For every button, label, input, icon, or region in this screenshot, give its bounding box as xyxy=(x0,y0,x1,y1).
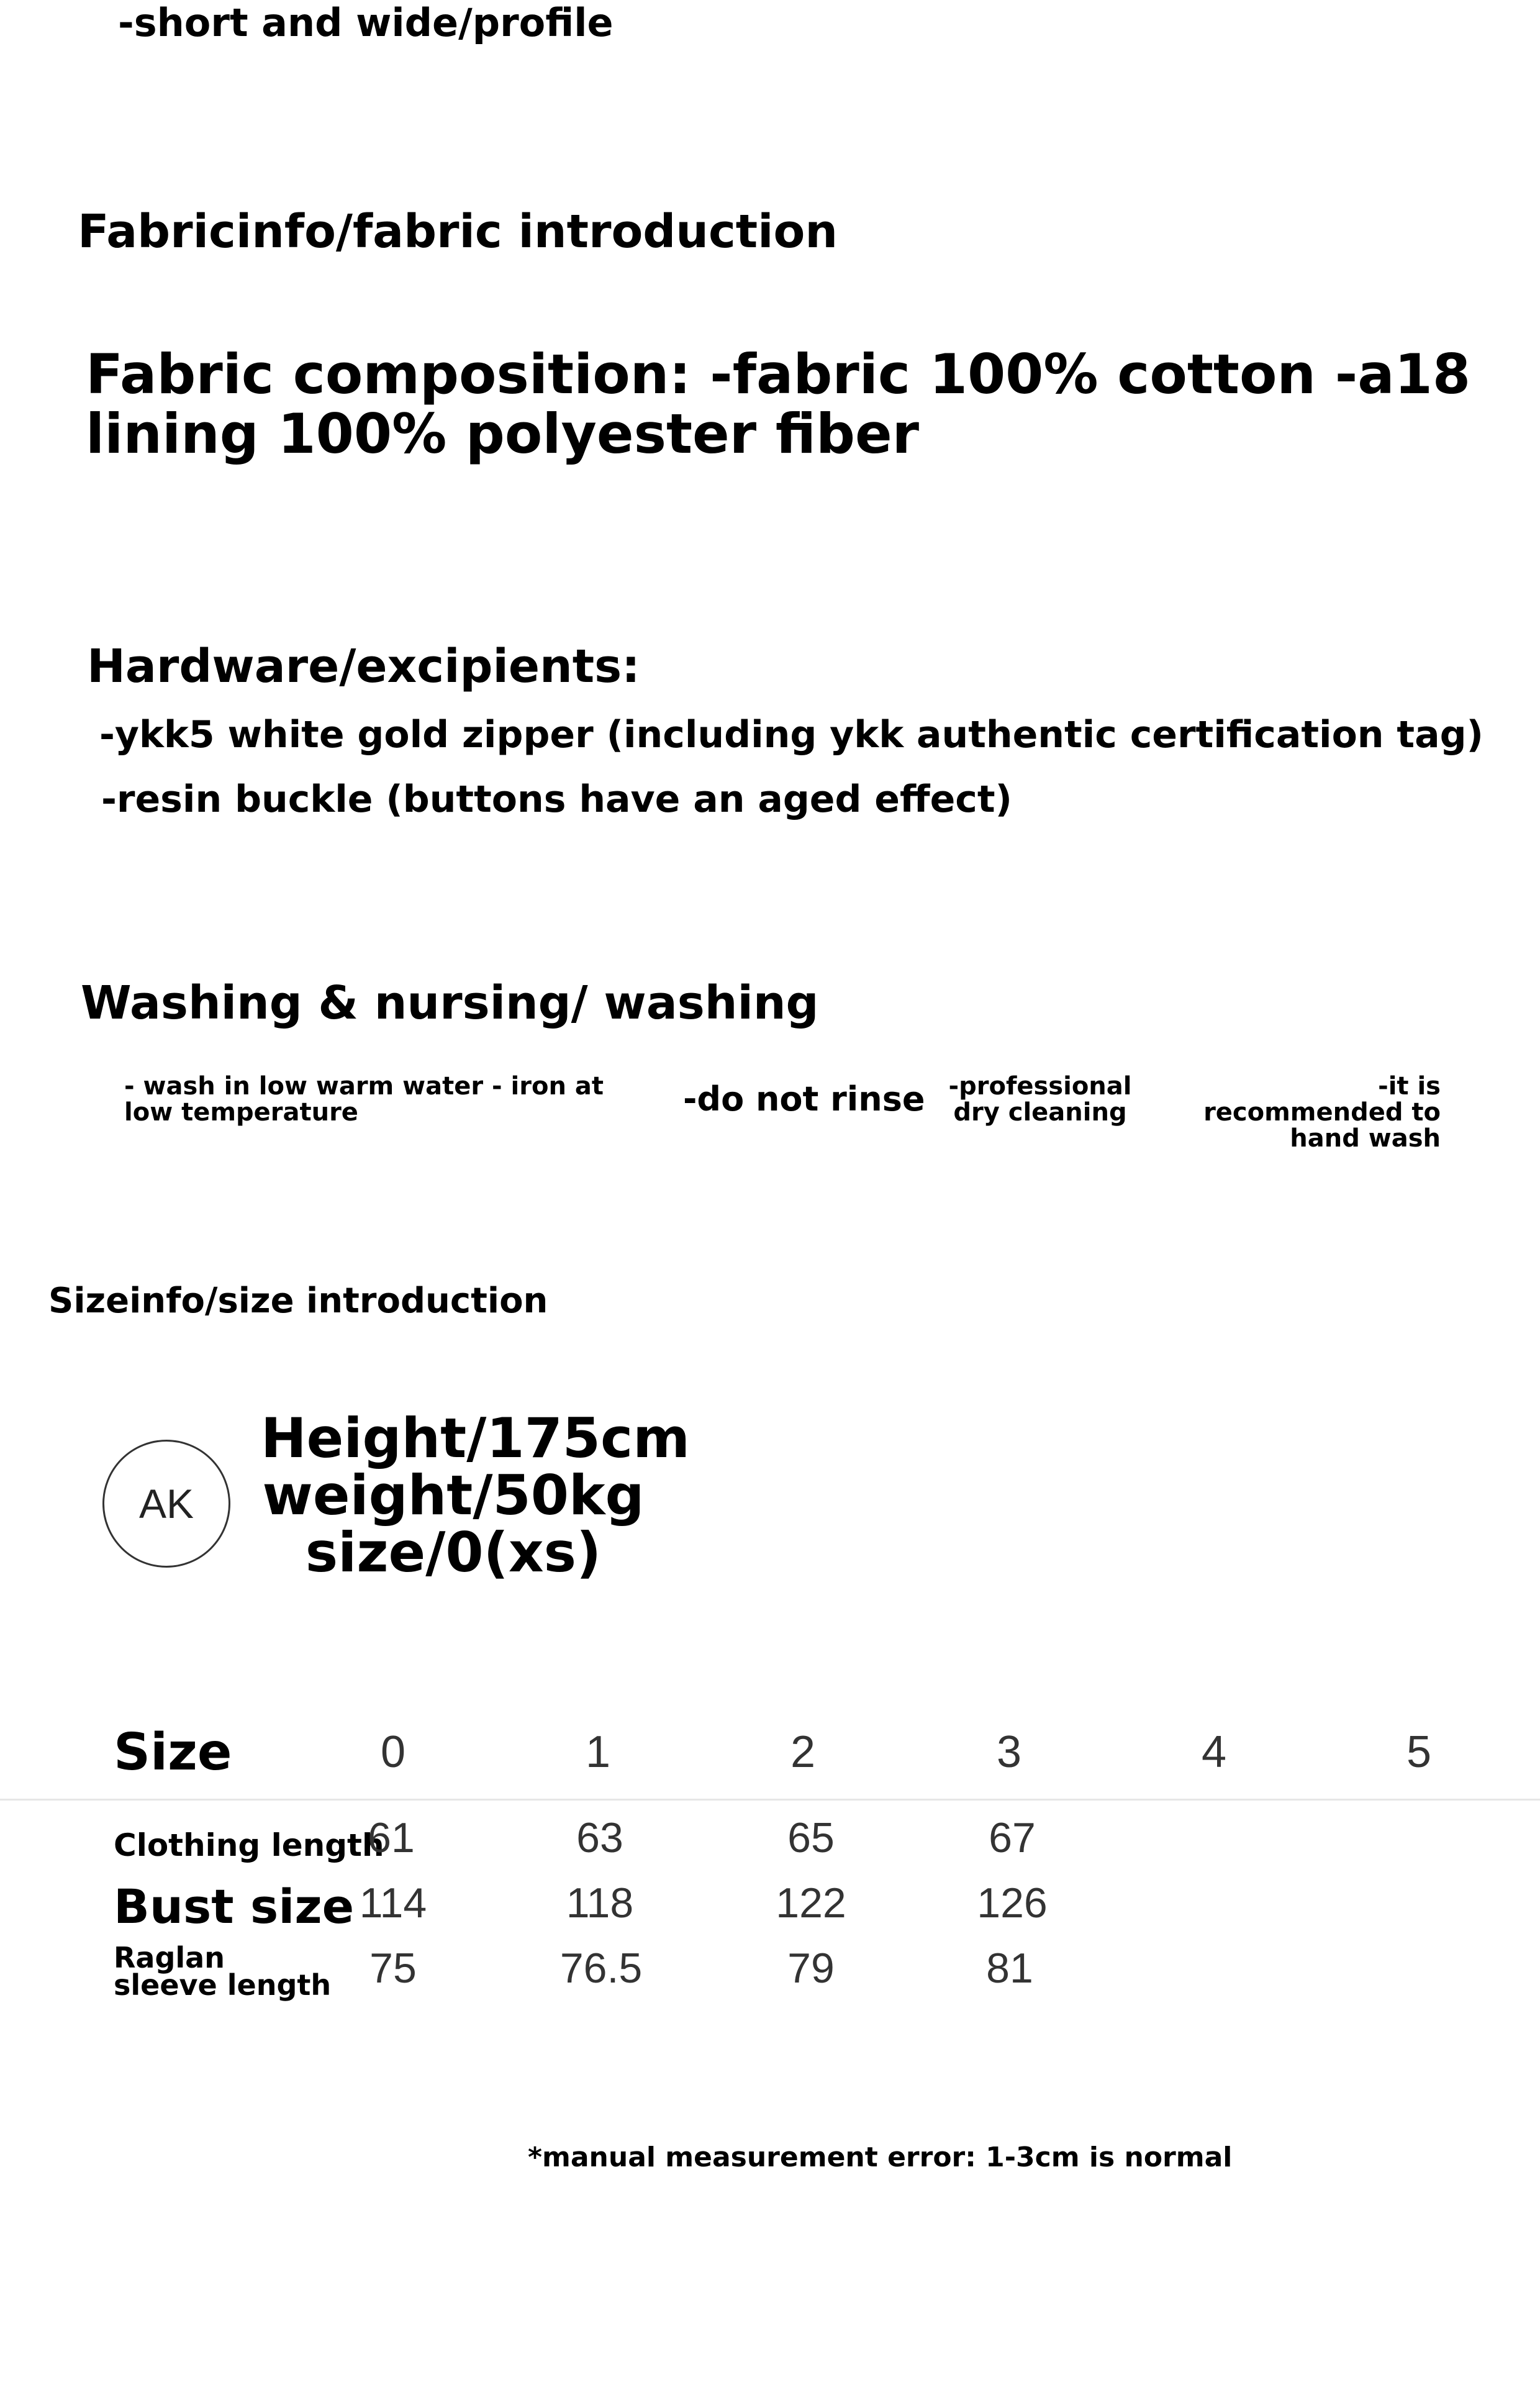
table-cell: 76.5 xyxy=(559,1945,643,1992)
care-instruction-hand-wash: -it is recommended to hand wash xyxy=(1203,1072,1441,1153)
row-label-raglan-sleeve-length: Raglan sleeve length xyxy=(114,1941,332,2002)
avatar-initials: AK xyxy=(138,1481,194,1527)
table-cell: 67 xyxy=(989,1814,1036,1861)
table-cell: 75 xyxy=(369,1945,417,1992)
hardware-title: Hardware/excipients: xyxy=(87,640,640,693)
size-header-cell: 4 xyxy=(1201,1727,1227,1777)
size-header-cell: 2 xyxy=(790,1727,816,1777)
table-cell: 81 xyxy=(986,1945,1033,1992)
table-cell: 122 xyxy=(776,1879,846,1927)
size-header-cell: 0 xyxy=(380,1727,406,1777)
size-info-title: Sizeinfo/size introduction xyxy=(48,1281,548,1321)
table-cell: 65 xyxy=(787,1814,835,1861)
measurement-note: *manual measurement error: 1-3cm is normal xyxy=(528,2142,1233,2173)
table-divider xyxy=(0,1799,1540,1801)
washing-title: Washing & nursing/ washing xyxy=(81,976,819,1030)
size-header-cell: 3 xyxy=(996,1727,1022,1777)
table-cell: 114 xyxy=(359,1879,427,1927)
table-cell: 61 xyxy=(368,1814,415,1861)
hardware-item-zipper: -ykk5 white gold zipper (including ykk authentic certification tag) xyxy=(99,713,1483,756)
care-instruction-wash: - wash in low warm water - iron at low temperature xyxy=(124,1072,604,1127)
table-cell: 126 xyxy=(977,1879,1048,1927)
table-cell: 79 xyxy=(787,1945,835,1992)
size-header-label: Size xyxy=(114,1723,232,1782)
fabric-composition: Fabric composition: -fabric 100% cotton -a18 lining 100% polyester fiber xyxy=(86,342,1471,466)
table-cell: 63 xyxy=(576,1814,623,1861)
hardware-item-buckle: -resin buckle (buttons have an aged effect) xyxy=(101,778,1012,821)
model-weight: weight/50kg xyxy=(262,1463,645,1527)
size-header-cell: 5 xyxy=(1406,1727,1432,1777)
size-table-header xyxy=(0,1720,1540,1783)
model-info xyxy=(261,1406,690,1584)
model-size: size/0(xs) xyxy=(305,1520,602,1584)
model-avatar xyxy=(102,1440,230,1568)
row-label-clothing-length: Clothing length xyxy=(114,1827,384,1863)
profile-text: -short and wide/profile xyxy=(118,0,614,45)
table-cell: 118 xyxy=(566,1879,634,1927)
row-label-bust-size: Bust size xyxy=(114,1879,355,1934)
care-instruction-dry-clean: -professional dry cleaning xyxy=(948,1072,1132,1127)
care-instruction-no-rinse: -do not rinse xyxy=(683,1079,925,1119)
size-header-cell: 1 xyxy=(585,1727,611,1777)
model-height: Height/175cm xyxy=(261,1406,690,1470)
fabric-info-title: Fabricinfo/fabric introduction xyxy=(78,205,838,258)
